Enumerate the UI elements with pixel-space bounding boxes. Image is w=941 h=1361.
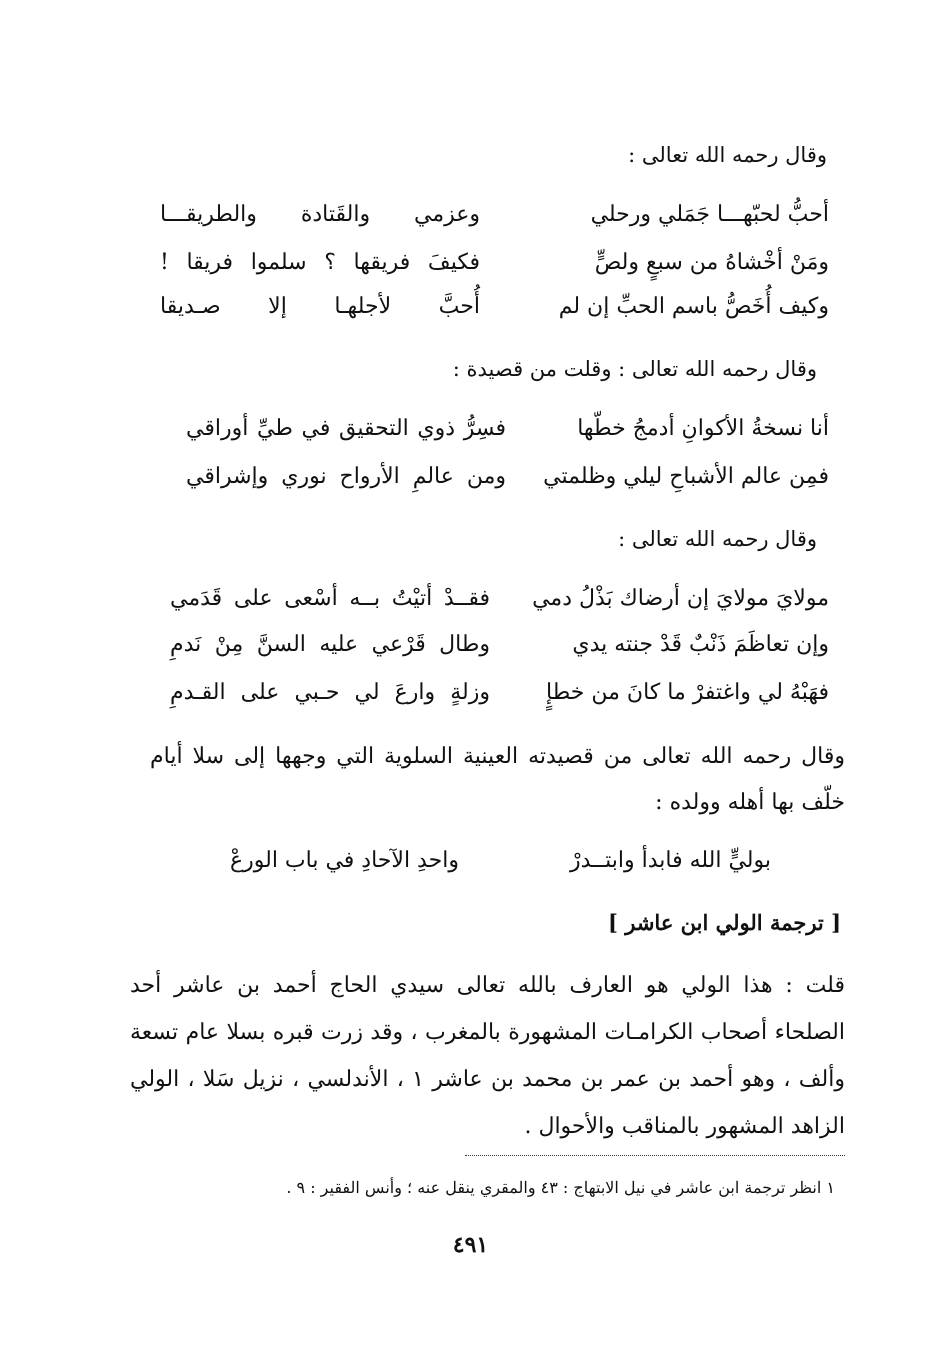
paragraph-line: قلت : هذا الولي هو العارف بالله تعالى سيدي الحاج أحمد بن عاشر أحد xyxy=(130,973,845,998)
verse-second-hemistich: وزلةٍ وارعَ لي حـبي على القـدمِ xyxy=(170,679,490,705)
verse-row xyxy=(170,626,829,662)
verse-first-hemistich: مولايَ مولايَ إن أرضاك بَذْلُ دمي xyxy=(532,585,829,611)
footnote-divider xyxy=(465,1155,845,1156)
verse-first-hemistich: ومَنْ أخْشاهُ من سبعٍ ولصٍّ xyxy=(594,249,829,275)
biography-paragraph xyxy=(130,962,845,1150)
verse-first-hemistich: أحبُّ لحبّهـــا جَمَلي ورحلي xyxy=(590,201,829,227)
page-number: ٤٩١ xyxy=(452,1232,489,1258)
section4-intro xyxy=(150,734,845,826)
paragraph-line: الزاهد المشهور بالمناقب والأحوال . xyxy=(524,1114,845,1139)
verse-first-hemistich: فمِن عالم الأشباحِ ليلي وظلمتي xyxy=(543,463,829,489)
verse-second-hemistich: فسِرُّ ذوي التحقيق في طيِّ أوراقي xyxy=(186,415,506,441)
verse-second-hemistich: فقــدْ أتيْتُ بــه أسْعى على قَدَمي xyxy=(170,585,490,611)
verse-first-hemistich: وكيف أُخَصُّ باسم الحبِّ إن لم xyxy=(558,293,829,319)
verse-row xyxy=(170,674,829,710)
paragraph-line: الصلحاء أصحاب الكرامـات المشهورة بالمغرب ، وقد زرت قبره بسلا عام تسعة xyxy=(130,1020,845,1045)
verse-first-hemistich: بوليٍّ الله فابدأ وابتــدرْ xyxy=(570,847,771,873)
section1-intro: وقال رحمه الله تعالى : xyxy=(628,143,827,167)
verse-row xyxy=(186,410,829,446)
paragraph-line: وألف ، وهو أحمد بن عمر بن محمد بن عاشر ١ ، الأندلسي ، نزيل سَلا ، الولي xyxy=(130,1067,845,1092)
verse-first-hemistich: وإن تعاظَمَ ذَنْبٌ قَدْ جنته يدي xyxy=(572,631,829,657)
verse-second-hemistich: وعزمي والقَتادة والطريقـــا xyxy=(160,201,480,227)
verse-row xyxy=(160,288,829,324)
prose-line: خلّف بها أهله وولده : xyxy=(655,790,845,815)
verse-first-hemistich: أنا نسخةُ الأكوانِ أدمجُ خطّها xyxy=(577,415,829,441)
verse-row xyxy=(160,196,829,232)
section2-intro: وقال رحمه الله تعالى : وقلت من قصيدة : xyxy=(452,357,817,381)
verse-second-hemistich: أُحبَّ لأجلهـا إلا صـديقا xyxy=(160,293,480,319)
section-heading: [ ترجمة الولي ابن عاشر ] xyxy=(608,910,841,935)
verse-first-hemistich: فهَبْهُ لي واغتفرْ ما كانَ من خطإٍ xyxy=(546,679,829,705)
single-verse xyxy=(230,842,771,878)
section3-intro: وقال رحمه الله تعالى : xyxy=(618,527,817,551)
verse-row xyxy=(186,458,829,494)
verse-second-hemistich: واحدِ الآحادِ في باب الورعْ xyxy=(230,847,459,873)
verse-row xyxy=(160,244,829,280)
verse-second-hemistich: فكيفَ فريقها ؟ سلموا فريقا ! xyxy=(160,249,480,275)
prose-line: وقال رحمه الله تعالى من قصيدته العينية السلوية التي وجهها إلى سلا أيام xyxy=(150,744,845,769)
verse-row xyxy=(170,580,829,616)
footnote: ١ انظر ترجمة ابن عاشر في نيل الابتهاج : ٤٣ والمقري ينقل عنه ؛ وأنس الفقير : ٩ . xyxy=(286,1178,835,1197)
verse-second-hemistich: ومن عالمِ الأرواح نوري وإشراقي xyxy=(186,463,506,489)
verse-second-hemistich: وطال قَرْعي عليه السنَّ مِنْ نَدمِ xyxy=(170,631,490,657)
